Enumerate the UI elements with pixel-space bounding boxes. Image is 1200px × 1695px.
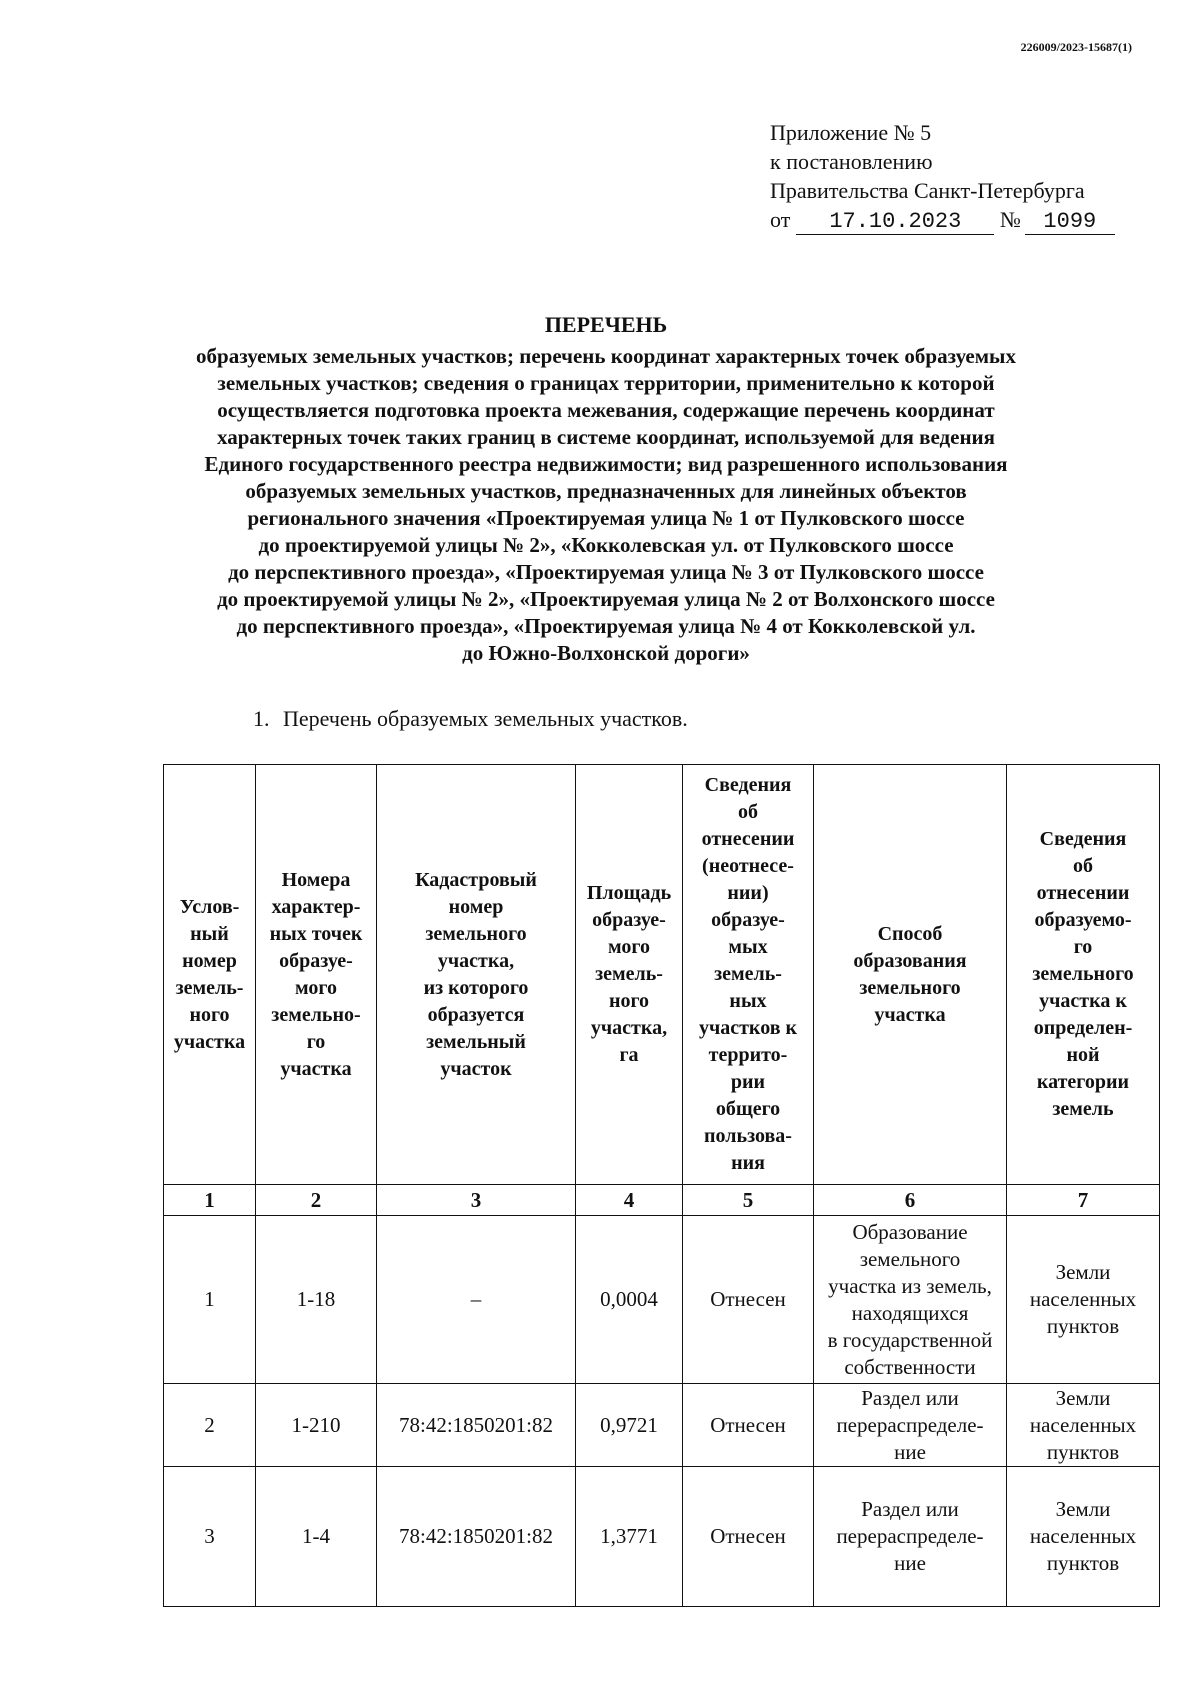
cell-line: населенных <box>1029 1524 1137 1548</box>
column-header-line: ного <box>608 990 650 1012</box>
cell-line: перераспределе- <box>836 1412 984 1437</box>
column-header-line: ный <box>190 922 229 945</box>
section-1-heading <box>253 706 688 732</box>
area-cell: 0,9721 <box>576 1384 683 1467</box>
public-use-cell: Отнесен <box>683 1384 814 1467</box>
column-header-line: ного <box>189 1003 230 1026</box>
column-header-line: Услов- <box>179 895 240 918</box>
subtitle-line: образуемых земельных участков, предназначенных для линейных объектов <box>245 479 967 503</box>
column-header-line: Способ <box>877 922 943 945</box>
appendix-date-row <box>770 205 1115 235</box>
column-header-line: отнесении <box>701 828 795 850</box>
plot-number-cell: 2 <box>164 1384 256 1467</box>
points-range-cell: 1-4 <box>256 1467 377 1607</box>
cadastral-number-cell: 78:42:1850201:82 <box>377 1467 576 1607</box>
column-header-line: земельно- <box>271 1003 361 1026</box>
column-header-line: ния <box>731 1152 765 1174</box>
column-header <box>256 765 377 1185</box>
column-header-line: характер- <box>271 895 361 918</box>
column-header <box>576 765 683 1185</box>
formation-method-cell <box>814 1216 1007 1384</box>
column-header-line: земельного <box>425 922 527 945</box>
land-plots-table <box>163 764 1160 1607</box>
cell-line: находящихся <box>851 1300 969 1325</box>
column-header-line: образуе- <box>279 949 353 972</box>
column-header-line: рии <box>730 1071 766 1093</box>
subtitle-line: до перспективного проезда», «Проектируемая улица № 4 от Кокколевской ул. <box>236 614 976 638</box>
column-header-line: земельный <box>426 1030 526 1053</box>
column-number: 5 <box>683 1185 814 1216</box>
cell-line: перераспределе- <box>836 1524 984 1548</box>
column-number: 2 <box>256 1185 377 1216</box>
decree-date: 17.10.2023 <box>796 210 994 235</box>
column-header <box>814 765 1007 1185</box>
column-header-line: Номера <box>281 868 351 891</box>
document-subtitle <box>150 343 1062 667</box>
column-header-line: земель- <box>175 976 244 999</box>
land-category-cell <box>1007 1216 1160 1384</box>
column-header-line: го <box>306 1030 326 1053</box>
land-category-cell <box>1007 1384 1160 1467</box>
column-header-line: пользова- <box>704 1125 792 1147</box>
cell-line: Земли <box>1055 1260 1111 1284</box>
column-header-line: участка <box>173 1030 246 1053</box>
column-header <box>683 765 814 1185</box>
points-range-cell: 1-210 <box>256 1384 377 1467</box>
column-number: 6 <box>814 1185 1007 1216</box>
column-header-line: категории <box>1036 1071 1130 1093</box>
column-header-line: ных <box>729 990 767 1012</box>
column-header-line: Площадь <box>586 882 672 904</box>
section-number: 1. <box>253 706 270 731</box>
column-header-line: нии) <box>727 882 769 904</box>
column-header-line: террито- <box>708 1044 788 1066</box>
column-number: 4 <box>576 1185 683 1216</box>
formation-method-cell <box>814 1384 1007 1467</box>
cell-line: пунктов <box>1046 1439 1120 1464</box>
column-header-line: из которого <box>423 976 529 999</box>
table-row <box>164 1216 1160 1384</box>
document-title: ПЕРЕЧЕНЬ <box>544 312 668 337</box>
cell-line: пунктов <box>1046 1314 1120 1338</box>
appendix-line-2: к постановлению <box>770 149 933 174</box>
column-header-line: общего <box>715 1098 781 1120</box>
subtitle-line: образуемых земельных участков; перечень координат характерных точек образуемых <box>196 344 1016 368</box>
column-number: 7 <box>1007 1185 1160 1216</box>
cell-line: участка из земель, <box>828 1273 992 1298</box>
cell-line: пунктов <box>1046 1551 1120 1575</box>
date-prefix: от <box>770 207 791 232</box>
column-header-line: мого <box>608 936 650 958</box>
column-header-line: го <box>1073 936 1093 958</box>
column-header-line: земель- <box>595 963 663 985</box>
column-header-line: об <box>1073 855 1093 877</box>
formation-method-cell <box>814 1467 1007 1607</box>
cell-line: населенных <box>1029 1412 1137 1437</box>
subtitle-line: земельных участков; сведения о границах территории, применительно к которой <box>217 371 995 395</box>
points-range-cell: 1-18 <box>256 1216 377 1384</box>
column-header-line: образуе- <box>592 909 666 931</box>
table-row <box>164 1467 1160 1607</box>
column-header-line: участка к <box>1039 990 1127 1012</box>
column-header-line: участок <box>440 1057 512 1080</box>
column-header-line: земельного <box>859 976 961 999</box>
cell-line: Раздел или <box>861 1497 959 1521</box>
column-header <box>164 765 256 1185</box>
column-header-line: га <box>619 1044 639 1066</box>
column-header-line: земель <box>1052 1098 1114 1120</box>
subtitle-line: регионального значения «Проектируемая улица № 1 от Пулковского шоссе <box>247 506 965 530</box>
appendix-line-1: Приложение № 5 <box>770 120 932 145</box>
subtitle-line: до перспективного проезда», «Проектируемая улица № 3 от Пулковского шоссе <box>228 560 984 584</box>
column-header-line: образования <box>853 949 967 972</box>
cell-line: собственности <box>844 1354 976 1379</box>
column-number-row <box>164 1185 1160 1216</box>
column-header-line: Сведения <box>704 774 792 796</box>
decree-number: 1099 <box>1025 210 1115 235</box>
column-header-line: номер <box>448 895 504 918</box>
number-prefix: № <box>999 207 1021 232</box>
column-header <box>1007 765 1160 1185</box>
column-header-line: Сведения <box>1039 828 1127 850</box>
cell-line: земельного <box>859 1246 961 1271</box>
subtitle-line: Единого государственного реестра недвижимости; вид разрешенного использования <box>204 452 1008 476</box>
document-number: 226009/2023-15687(1) <box>1020 40 1132 54</box>
column-header-line: участка <box>280 1057 352 1080</box>
section-label: Перечень образуемых земельных участков. <box>283 706 688 731</box>
area-cell: 0,0004 <box>576 1216 683 1384</box>
column-header-line: об <box>738 801 758 823</box>
column-header-line: образуе- <box>711 909 785 931</box>
subtitle-line: осуществляется подготовка проекта межевания, содержащие перечень координат <box>217 398 995 422</box>
column-header-line: земельного <box>1032 963 1134 985</box>
column-header-line: участка, <box>437 949 515 972</box>
column-header-line: мого <box>295 976 337 999</box>
cell-line: ние <box>894 1439 926 1464</box>
plot-number-cell: 1 <box>164 1216 256 1384</box>
column-number: 3 <box>377 1185 576 1216</box>
column-header-line: Кадастровый <box>415 868 537 891</box>
subtitle-line: характерных точек таких границ в системе координат, используемой для ведения <box>216 425 996 449</box>
cell-line: Раздел или <box>861 1385 959 1410</box>
column-header-line: образуется <box>427 1003 525 1026</box>
appendix-line-3: Правительства Санкт-Петербурга <box>770 178 1085 203</box>
column-header-line: ных точек <box>269 922 363 945</box>
appendix-block <box>770 118 1115 235</box>
column-header-line: (неотнесе- <box>702 855 794 877</box>
column-header-line: ной <box>1066 1044 1100 1066</box>
column-header-line: отнесении <box>1036 882 1130 904</box>
subtitle-line: до Южно-Волхонской дороги» <box>462 641 750 665</box>
column-header-line: определен- <box>1033 1017 1133 1039</box>
column-number: 1 <box>164 1185 256 1216</box>
table-header-row <box>164 765 1160 1185</box>
subtitle-line: до проектируемой улицы № 2», «Кокколевская ул. от Пулковского шоссе <box>258 533 954 557</box>
cell-line: населенных <box>1029 1287 1137 1311</box>
cell-line: Земли <box>1055 1497 1111 1521</box>
column-header-line: номер <box>182 949 237 972</box>
public-use-cell: Отнесен <box>683 1216 814 1384</box>
column-header-line: мых <box>728 936 768 958</box>
public-use-cell: Отнесен <box>683 1467 814 1607</box>
table-row <box>164 1384 1160 1467</box>
land-category-cell <box>1007 1467 1160 1607</box>
cell-line: Образование <box>852 1219 968 1244</box>
column-header-line: земель- <box>714 963 782 985</box>
cell-line: в государственной <box>827 1327 993 1352</box>
column-header-line: участка <box>874 1003 946 1026</box>
cadastral-number-cell: 78:42:1850201:82 <box>377 1384 576 1467</box>
cadastral-number-cell: – <box>377 1216 576 1384</box>
plot-number-cell: 3 <box>164 1467 256 1607</box>
cell-line: Земли <box>1055 1385 1111 1410</box>
column-header <box>377 765 576 1185</box>
cell-line: ние <box>894 1551 926 1575</box>
area-cell: 1,3771 <box>576 1467 683 1607</box>
column-header-line: образуемо- <box>1034 909 1132 931</box>
subtitle-line: до проектируемой улицы № 2», «Проектируемая улица № 2 от Волхонского шоссе <box>217 587 995 611</box>
column-header-line: участков к <box>698 1017 798 1039</box>
column-header-line: участка, <box>590 1017 668 1039</box>
